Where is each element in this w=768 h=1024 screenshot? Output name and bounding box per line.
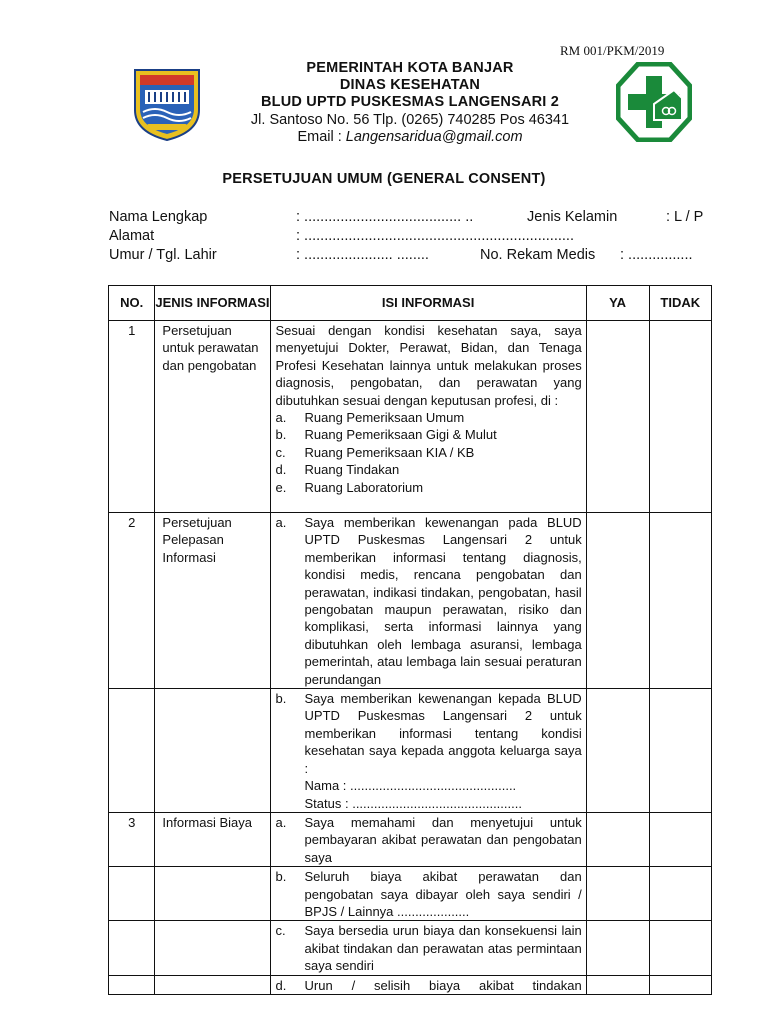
alamat-value: : ................................................................... — [296, 228, 574, 244]
document-number: RM 001/PKM/2019 — [560, 43, 665, 58]
row-number: 3 — [109, 812, 155, 866]
form-title: PERSETUJUAN UMUM (GENERAL CONSENT) — [222, 171, 546, 187]
tidak-checkbox-cell[interactable] — [649, 513, 711, 689]
list-item: a. Ruang Pemeriksaan Umum — [275, 410, 465, 426]
row-isi — [270, 921, 586, 975]
letterhead-email: Email : Langensaridua@gmail.com — [297, 129, 523, 145]
header-jenis-informasi: JENIS INFORMASI — [155, 286, 270, 321]
header-tidak: TIDAK — [649, 286, 711, 321]
ya-checkbox-cell[interactable] — [586, 921, 649, 975]
table-row — [109, 689, 712, 813]
ya-checkbox-cell[interactable] — [586, 689, 649, 813]
row-isi — [270, 321, 586, 513]
header-no: NO. — [109, 286, 155, 321]
keluarga-nama-line: Nama : .............................................. — [304, 778, 517, 794]
tidak-checkbox-cell[interactable] — [649, 867, 711, 921]
letterhead-government: PEMERINTAH KOTA BANJAR — [306, 60, 514, 76]
row-isi — [270, 867, 586, 921]
table-row — [109, 867, 712, 921]
row-jenis-empty — [155, 689, 270, 813]
row-number-empty — [109, 921, 155, 975]
nama-label: Nama Lengkap — [109, 209, 208, 225]
row-isi — [270, 689, 586, 813]
consent-table — [108, 285, 712, 995]
list-item: c. Ruang Pemeriksaan KIA / KB — [275, 444, 475, 460]
keluarga-status-line: Status : ............................................... — [304, 795, 522, 811]
list-item: a. Saya memahami dan menyetujui untuk pembayaran akibat perawatan dan pengobatan saya — [275, 814, 582, 865]
ya-checkbox-cell[interactable] — [586, 867, 649, 921]
row-jenis-empty — [155, 975, 270, 994]
row-number-empty — [109, 689, 155, 813]
nama-value: : ....................................... .. — [296, 209, 474, 225]
row-jenis: Persetujuan Pelepasan Informasi — [155, 513, 270, 689]
umur-label: Umur / Tgl. Lahir — [109, 247, 217, 263]
letterhead-institution: BLUD UPTD PUSKESMAS LANGENSARI 2 — [260, 94, 560, 110]
letterhead — [220, 60, 600, 146]
jenis-kelamin-label: Jenis Kelamin — [527, 209, 618, 225]
ya-checkbox-cell[interactable] — [586, 975, 649, 994]
list-item: b. Saya memberikan kewenangan kepada BLUD UPTD Puskesmas Langensari 2 untuk memberikan informasi tentang kondisi kesehatan saya kepada anggota keluarga saya : — [275, 691, 582, 776]
table-row — [109, 812, 712, 866]
header-isi-informasi: ISI INFORMASI — [270, 286, 586, 321]
puskesmas-logo — [616, 62, 692, 142]
umur-value: : ...................... ........ — [296, 247, 429, 263]
letterhead-agency: DINAS KESEHATAN — [339, 77, 481, 93]
tidak-checkbox-cell[interactable] — [649, 321, 711, 513]
kota-banjar-logo — [131, 66, 203, 142]
row-jenis-empty — [155, 921, 270, 975]
list-item: d. Ruang Tindakan — [275, 462, 400, 478]
table-row — [109, 321, 712, 513]
row-number-empty — [109, 975, 155, 994]
ya-checkbox-cell[interactable] — [586, 812, 649, 866]
jenis-kelamin-value: : L / P — [666, 209, 704, 225]
alamat-label: Alamat — [109, 228, 155, 244]
tidak-checkbox-cell[interactable] — [649, 921, 711, 975]
tidak-checkbox-cell[interactable] — [649, 689, 711, 813]
email-address: Langensaridua@gmail.com — [345, 129, 523, 145]
row-jenis: Persetujuan untuk perawatan dan pengobatan — [155, 321, 270, 513]
row-jenis-empty — [155, 867, 270, 921]
list-item: c. Saya bersedia urun biaya dan konsekuensi lain akibat tindakan dan perawatan atas permintaan saya sendiri — [275, 923, 582, 974]
table-row — [109, 921, 712, 975]
row-number-empty — [109, 867, 155, 921]
row-isi — [270, 513, 586, 689]
row-number: 1 — [109, 321, 155, 513]
list-item: a. Saya memberikan kewenangan pada BLUD UPTD Puskesmas Langensari 2 untuk memberikan informasi tentang diagnosis, kondisi medis, rencana pengobatan dan perawatan, indikasi tindakan, pengobatan, hasil pengobatan maupun perawatan, risiko dan komplikasi, serta informasi lainnya yang dibutuhkan oleh lembaga asuransi, lembaga pemerintah, atau lembaga lain sesuai peraturan perundangan — [275, 515, 582, 687]
row-jenis: Informasi Biaya — [155, 812, 270, 866]
rekam-medis-label: No. Rekam Medis — [480, 247, 596, 263]
row-isi — [270, 812, 586, 866]
letterhead-address: Jl. Santoso No. 56 Tlp. (0265) 740285 Pos 46341 — [250, 112, 570, 128]
header-ya: YA — [586, 286, 649, 321]
table-row — [109, 513, 712, 689]
list-item: e. Ruang Laboratorium — [275, 479, 424, 495]
rekam-medis-value: : ................ — [620, 247, 693, 263]
list-item: b. Seluruh biaya akibat perawatan dan pengobatan saya dibayar oleh saya sendiri / BPJS / Lainnya .................... — [275, 869, 582, 919]
row-isi — [270, 975, 586, 994]
ya-checkbox-cell[interactable] — [586, 513, 649, 689]
list-item: b. Ruang Pemeriksaan Gigi & Mulut — [275, 427, 497, 443]
list-item: d. Urun / selisih biaya akibat tindakan — [275, 977, 582, 993]
tidak-checkbox-cell[interactable] — [649, 812, 711, 866]
ya-checkbox-cell[interactable] — [586, 321, 649, 513]
tidak-checkbox-cell[interactable] — [649, 975, 711, 994]
row-number: 2 — [109, 513, 155, 689]
isi-intro: Sesuai dengan kondisi kesehatan saya, saya menyetujui Dokter, Perawat, Bidan, dan Tenaga Profesi Kesehatan lainnya untuk melakukan proses diagnosis, pengobatan, dan perawatan yang dibutuhkan sesuai dengan keputusan profesi, di : — [275, 323, 582, 408]
table-header-row — [109, 286, 712, 321]
table-row — [109, 975, 712, 994]
